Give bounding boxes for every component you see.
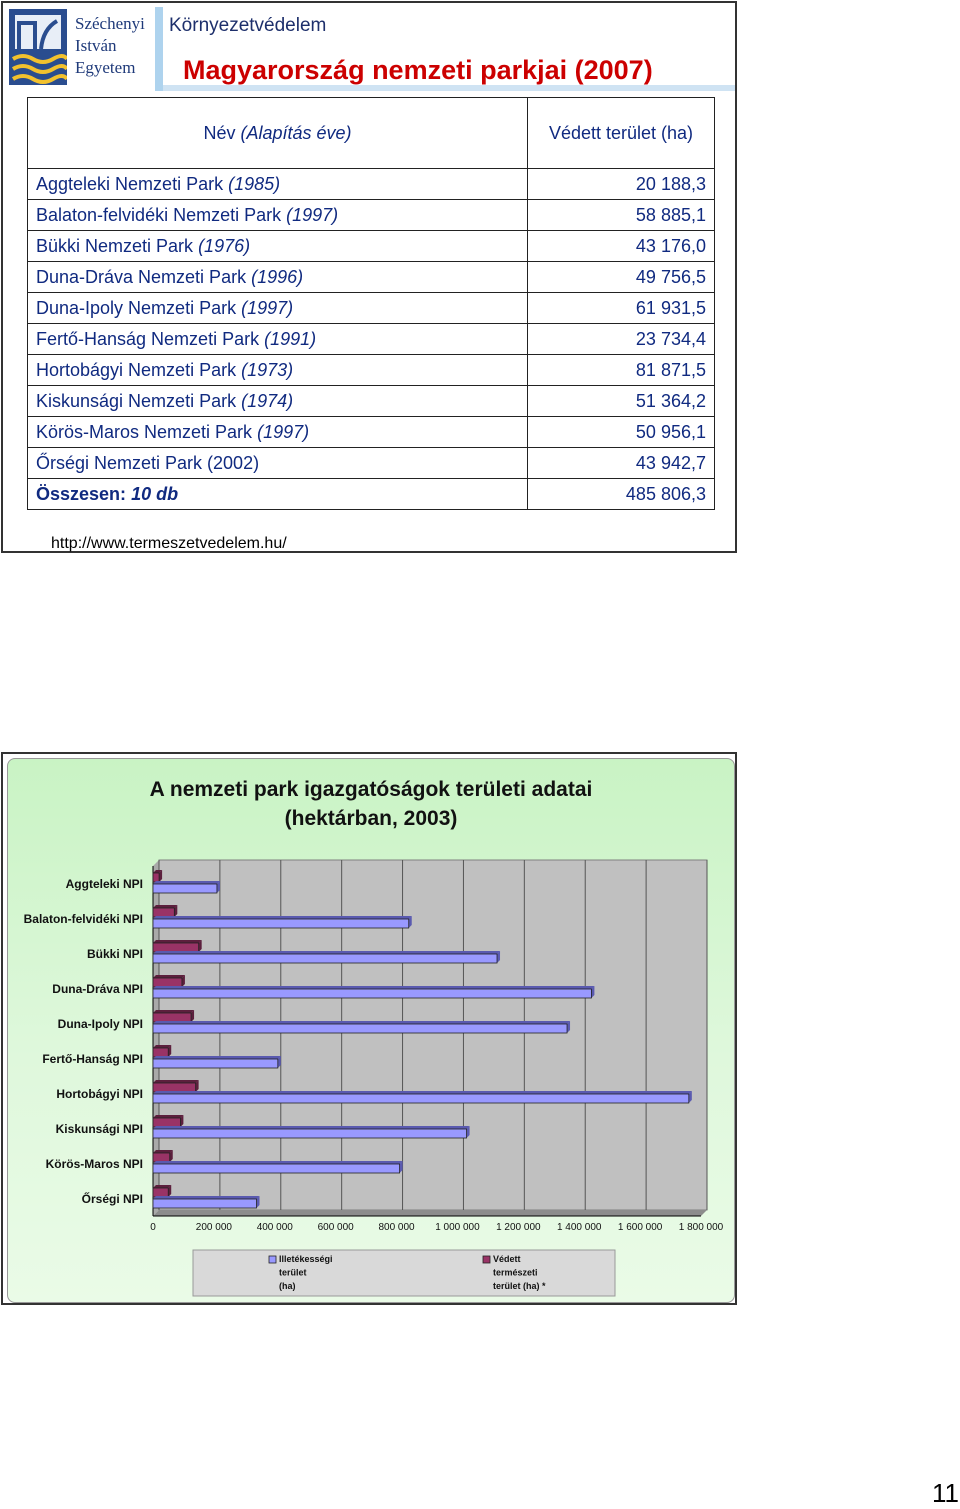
x-tick-label: 1 600 000	[617, 1222, 663, 1233]
category-label: Duna-Dráva NPI	[52, 982, 143, 996]
total-area-cell: 485 806,3	[528, 479, 715, 510]
bar-protected-area-top	[153, 1045, 171, 1048]
park-name: Fertő-Hanság Nemzeti Park	[36, 328, 260, 349]
bar-competence-area-top	[153, 881, 220, 884]
bar-protected-area	[153, 908, 174, 917]
parks-table	[27, 97, 715, 510]
logo-line-2: István	[75, 36, 117, 55]
park-founding-year: (1985)	[228, 173, 281, 194]
park-founding-year: (1976)	[198, 235, 251, 256]
x-tick-label: 600 000	[317, 1222, 354, 1233]
park-name: Körös-Maros Nemzeti Park	[36, 421, 253, 442]
category-label: Hortobágyi NPI	[56, 1087, 143, 1101]
park-founding-year: (1997)	[286, 204, 339, 225]
park-name: Duna-Ipoly Nemzeti Park	[36, 297, 237, 318]
park-name: Kiskunsági Nemzeti Park	[36, 390, 237, 411]
table-header-row	[28, 98, 715, 169]
logo-line-1: Széchenyi	[75, 14, 145, 33]
bar-competence-area	[153, 1024, 567, 1033]
park-name: Bükki Nemzeti Park	[36, 235, 194, 256]
table-row	[28, 231, 715, 262]
park-founding-year: (1991)	[264, 328, 317, 349]
table-row	[28, 169, 715, 200]
total-count: 10 db	[131, 483, 179, 504]
bar-protected-area	[153, 943, 199, 952]
category-label: Bükki NPI	[86, 947, 143, 961]
park-name: Duna-Dráva Nemzeti Park	[36, 266, 247, 287]
header-name-note: (Alapítás éve)	[240, 122, 352, 143]
bar-protected-area-top	[153, 1080, 199, 1083]
park-name-cell	[28, 324, 528, 355]
legend-label: Védett	[493, 1254, 521, 1264]
bar-protected-area	[153, 1188, 168, 1197]
legend-label: (ha)	[279, 1281, 296, 1291]
university-logo	[9, 9, 159, 89]
slide-national-parks-table	[1, 1, 737, 553]
bar-competence-area	[153, 1059, 278, 1068]
bar-competence-area-top	[153, 951, 500, 954]
bar-competence-area	[153, 884, 217, 893]
park-name: Hortobágyi Nemzeti Park	[36, 359, 237, 380]
bar-protected-area-top	[153, 975, 185, 978]
bar-competence-area	[153, 954, 497, 963]
table-row	[28, 262, 715, 293]
parks-table-container	[27, 97, 715, 519]
bar-protected-area-top	[153, 1010, 194, 1013]
course-name: Környezetvédelem	[169, 15, 327, 36]
park-name-cell	[28, 262, 528, 293]
bar-competence-area	[153, 989, 591, 998]
bar-competence-area	[153, 1129, 467, 1138]
bar-competence-area	[153, 1164, 400, 1173]
chart-title-line-1: A nemzeti park igazgatóságok területi adatai	[149, 778, 593, 801]
x-tick-label: 200 000	[195, 1222, 232, 1233]
park-founding-year: (1997)	[241, 297, 294, 318]
x-tick-label: 1 000 000	[435, 1222, 480, 1233]
bar-protected-area	[153, 873, 159, 882]
header-name-text: Név	[203, 122, 236, 143]
bar-protected-area	[153, 1153, 170, 1162]
park-founding-year: (1996)	[251, 266, 304, 287]
bar-protected-area	[153, 1013, 191, 1022]
plot-back-wall	[159, 860, 707, 1210]
category-label: Aggteleki NPI	[65, 877, 143, 891]
park-area-cell: 61 931,5	[528, 293, 715, 324]
park-area-cell: 20 188,3	[528, 169, 715, 200]
park-area-cell: 23 734,4	[528, 324, 715, 355]
category-label: Körös-Maros NPI	[45, 1157, 143, 1171]
bar-protected-area-top	[153, 1115, 183, 1118]
bar-competence-area	[153, 919, 409, 928]
category-label: Őrségi NPI	[81, 1192, 143, 1206]
bar-protected-area-top	[153, 940, 202, 943]
university-emblem-icon	[9, 9, 67, 85]
column-header-area: Védett terület (ha)	[528, 98, 715, 169]
bar-protected-area	[153, 978, 182, 987]
table-row	[28, 324, 715, 355]
bar-competence-area-top	[153, 1056, 281, 1059]
park-name-cell	[28, 293, 528, 324]
park-area-cell: 58 885,1	[528, 200, 715, 231]
category-label: Duna-Ipoly NPI	[57, 1017, 143, 1031]
legend-label: terület	[279, 1267, 307, 1278]
park-name: Balaton-felvidéki Nemzeti Park	[36, 204, 282, 225]
park-name-cell	[28, 169, 528, 200]
park-founding-year: (1974)	[241, 390, 294, 411]
area-bar-chart	[3, 754, 739, 1307]
page-number: 11	[932, 1478, 959, 1508]
table-row	[28, 355, 715, 386]
bar-protected-area	[153, 1118, 180, 1127]
legend-label: Illetékességi	[279, 1254, 333, 1264]
bar-competence-area-top	[153, 986, 594, 989]
x-tick-label: 1 800 000	[678, 1222, 724, 1233]
bar-protected-area	[153, 1048, 168, 1057]
bar-protected-area-top	[153, 1150, 173, 1153]
logo-line-3: Egyetem	[75, 58, 136, 77]
table-row	[28, 200, 715, 231]
legend-label: természeti	[493, 1267, 538, 1278]
university-name	[75, 13, 145, 79]
category-label: Balaton-felvidéki NPI	[23, 912, 143, 926]
park-name-cell	[28, 386, 528, 417]
bar-competence-area-top	[153, 916, 412, 919]
bar-protected-area-top	[153, 1185, 171, 1188]
table-row	[28, 386, 715, 417]
category-label: Fertő-Hanság NPI	[42, 1052, 143, 1066]
park-founding-year: (1997)	[257, 421, 310, 442]
x-tick-label: 1 200 000	[496, 1222, 541, 1233]
bar-competence-area	[153, 1094, 689, 1103]
x-tick-label: 0	[150, 1222, 156, 1233]
bar-protected-area-top	[153, 905, 177, 908]
park-name-cell	[28, 448, 528, 479]
plot-floor	[153, 1210, 707, 1216]
total-label: Összesen:	[36, 483, 127, 504]
x-tick-label: 800 000	[378, 1222, 415, 1233]
park-area-cell: 50 956,1	[528, 417, 715, 448]
x-tick-label: 400 000	[256, 1222, 293, 1233]
header-vertical-bar	[155, 7, 163, 91]
park-area-cell: 43 942,7	[528, 448, 715, 479]
slide-title: Magyarország nemzeti parkjai (2007)	[183, 55, 653, 85]
table-row	[28, 448, 715, 479]
bar-competence-area-top	[153, 1021, 570, 1024]
x-tick-label: 1 400 000	[556, 1222, 602, 1233]
legend-swatch-competence	[269, 1256, 276, 1263]
park-name: Őrségi Nemzeti Park (2002)	[36, 452, 260, 473]
park-name: Aggteleki Nemzeti Park	[36, 173, 224, 194]
bar-competence-area	[153, 1199, 257, 1208]
park-area-cell: 43 176,0	[528, 231, 715, 262]
legend-label: terület (ha) *	[493, 1281, 546, 1291]
table-row	[28, 293, 715, 324]
park-name-cell	[28, 417, 528, 448]
bar-competence-area-top	[153, 1126, 470, 1129]
park-area-cell: 81 871,5	[528, 355, 715, 386]
category-label: Kiskunsági NPI	[55, 1122, 143, 1136]
park-area-cell: 51 364,2	[528, 386, 715, 417]
park-founding-year: (1973)	[241, 359, 294, 380]
park-name-cell	[28, 231, 528, 262]
park-name-cell	[28, 355, 528, 386]
bar-competence-area-top	[153, 1091, 692, 1094]
table-total-row	[28, 479, 715, 510]
park-area-cell: 49 756,5	[528, 262, 715, 293]
column-header-name	[28, 98, 528, 169]
legend-swatch-protected	[483, 1256, 490, 1263]
total-label-cell	[28, 479, 528, 510]
table-row	[28, 417, 715, 448]
chart-title-line-2: (hektárban, 2003)	[284, 807, 458, 830]
bar-protected-area	[153, 1083, 196, 1092]
park-name-cell	[28, 200, 528, 231]
source-url: http://www.termeszetvedelem.hu/	[51, 535, 287, 552]
bar-competence-area-top	[153, 1161, 403, 1164]
slide-chart	[1, 752, 737, 1305]
legend-box	[193, 1250, 615, 1296]
bar-competence-area-top	[153, 1196, 260, 1199]
